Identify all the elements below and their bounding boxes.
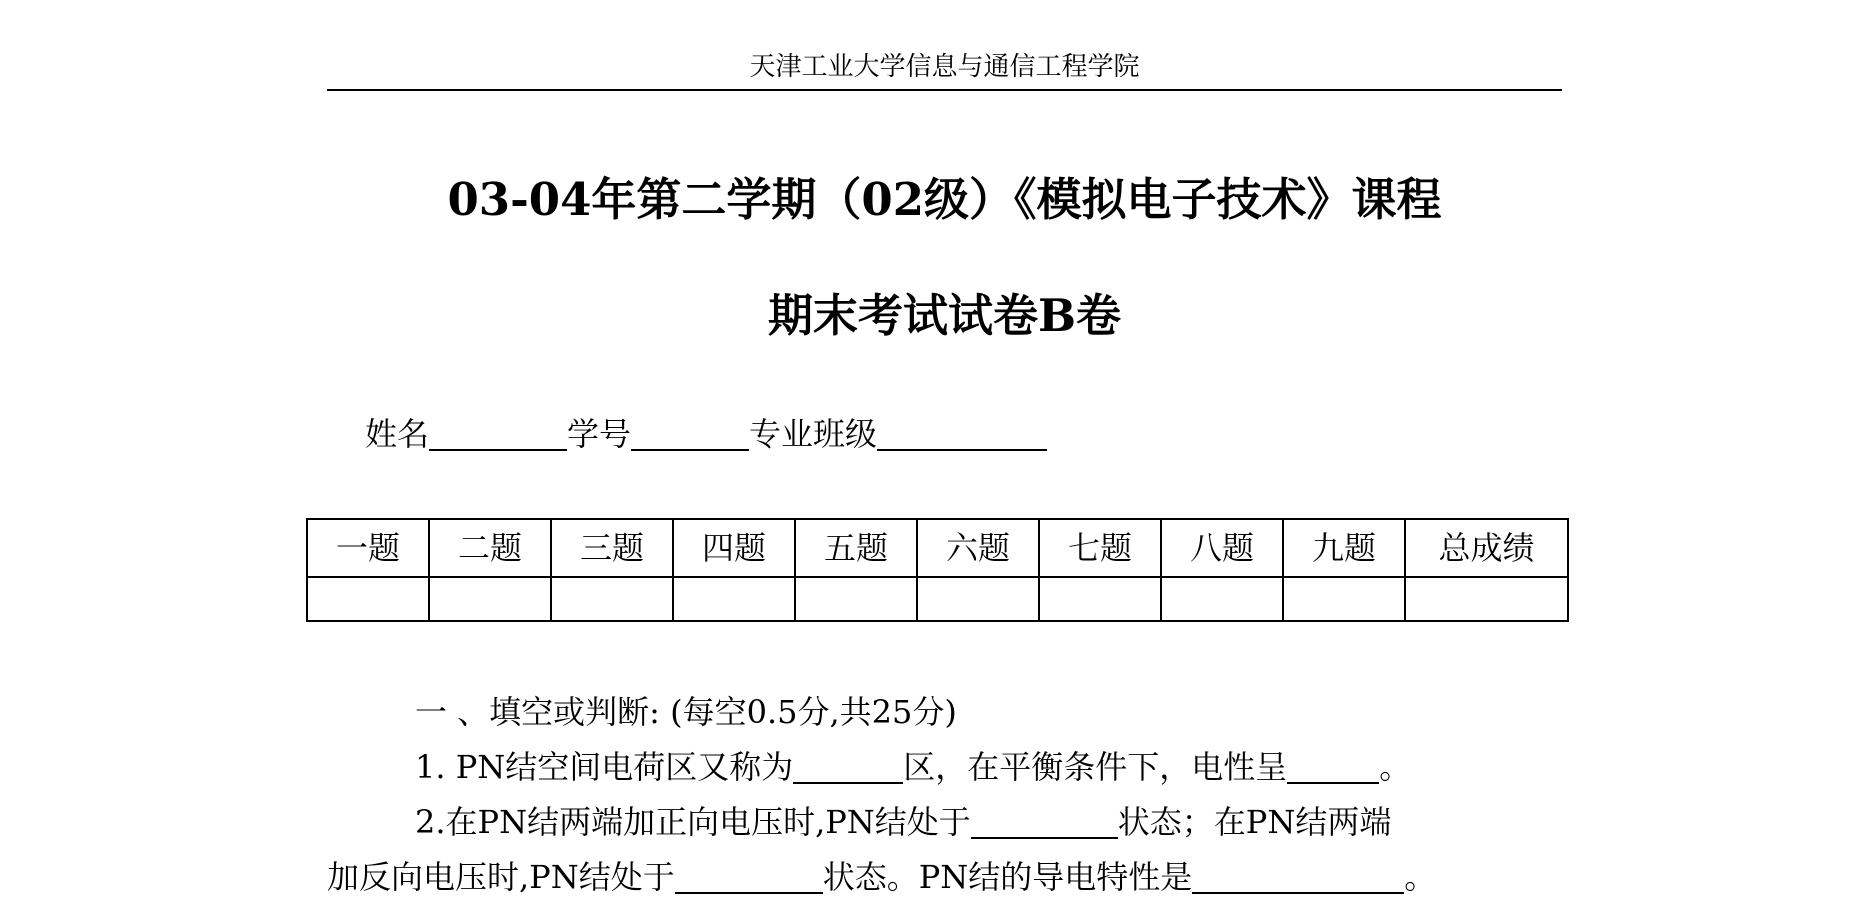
question-2-line2 [327, 855, 1436, 899]
question-1 [415, 745, 1411, 789]
score-header-cell: 九题 [1283, 519, 1405, 577]
score-table-header-row [307, 519, 1568, 577]
q2-text-c: 加反向电压时,PN结处于 [327, 858, 675, 896]
q2-blank-3[interactable] [1192, 858, 1404, 894]
q1-text-c: 。 [1379, 748, 1412, 786]
score-entry-total[interactable] [1405, 577, 1568, 621]
question-2-line1 [415, 800, 1391, 844]
score-entry-cell[interactable] [917, 577, 1039, 621]
q2-text-e: 。 [1404, 858, 1437, 896]
q2-text-a: 2.在PN结两端加正向电压时,PN结处于 [415, 803, 971, 841]
score-table [306, 518, 1569, 622]
score-entry-cell[interactable] [307, 577, 429, 621]
score-entry-cell[interactable] [1161, 577, 1283, 621]
score-header-cell: 七题 [1039, 519, 1161, 577]
score-entry-cell[interactable] [429, 577, 551, 621]
name-field[interactable] [429, 415, 567, 451]
q1-blank-2[interactable] [1287, 748, 1379, 784]
q2-blank-1[interactable] [971, 803, 1118, 839]
student-id-label: 学号 [567, 415, 632, 453]
section1-heading: 一 、填空或判断: (每空0.5分,共25分) [415, 693, 957, 731]
score-header-cell: 五题 [795, 519, 917, 577]
exam-title-line2: 期末考试试卷B卷 [767, 289, 1122, 342]
score-entry-cell[interactable] [673, 577, 795, 621]
score-entry-cell[interactable] [551, 577, 673, 621]
class-field[interactable] [877, 415, 1047, 451]
exam-title-line1: 03-04年第二学期（02级）《模拟电子技术》课程 [447, 173, 1442, 226]
score-header-cell: 一题 [307, 519, 429, 577]
score-entry-cell[interactable] [1283, 577, 1405, 621]
q2-text-d: 状态。PN结的导电特性是 [822, 858, 1193, 896]
score-header-cell: 二题 [429, 519, 551, 577]
q1-blank-1[interactable] [793, 748, 903, 784]
student-id-field[interactable] [631, 415, 749, 451]
score-header-total: 总成绩 [1405, 519, 1568, 577]
institution-header: 天津工业大学信息与通信工程学院 [749, 52, 1140, 82]
score-header-cell: 三题 [551, 519, 673, 577]
student-info-row [365, 412, 1047, 456]
name-label: 姓名 [365, 415, 430, 453]
score-header-cell: 八题 [1161, 519, 1283, 577]
q1-text-a: 1. PN结空间电荷区又称为 [415, 748, 794, 786]
score-entry-cell[interactable] [795, 577, 917, 621]
header-rule [327, 89, 1562, 91]
q2-blank-2[interactable] [675, 858, 823, 894]
class-label: 专业班级 [749, 415, 878, 453]
score-header-cell: 四题 [673, 519, 795, 577]
score-table-entry-row [307, 577, 1568, 621]
score-header-cell: 六题 [917, 519, 1039, 577]
q1-text-b: 区，在平衡条件下，电性呈 [903, 748, 1288, 786]
score-entry-cell[interactable] [1039, 577, 1161, 621]
q2-text-b: 状态；在PN结两端 [1117, 803, 1392, 841]
